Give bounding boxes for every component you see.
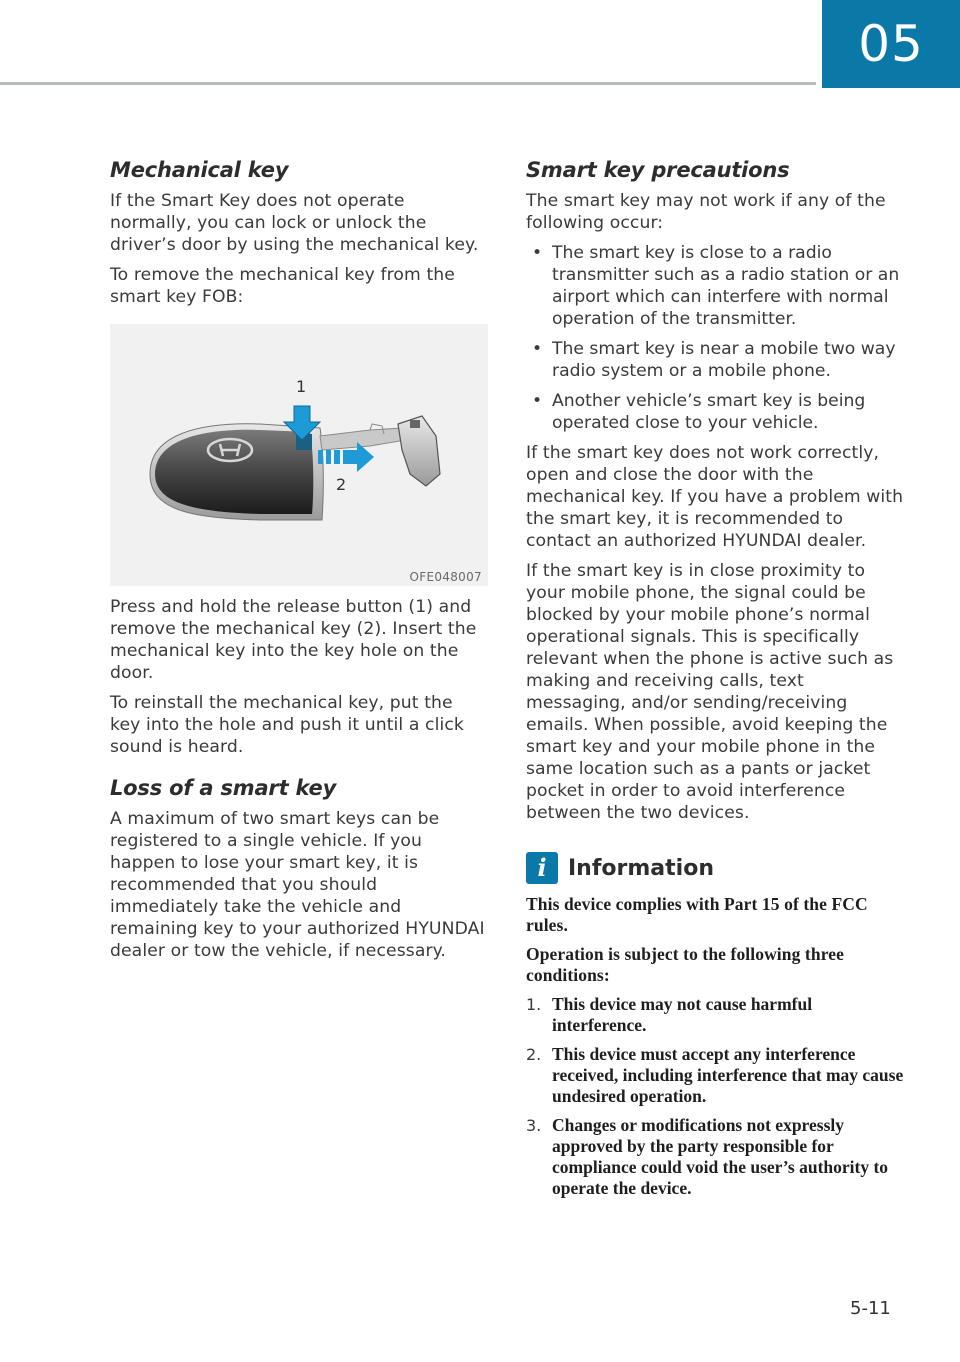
smart-key-figure — [110, 324, 488, 586]
list-item: • The smart key is near a mobile two way radio system or a mobile phone. — [532, 339, 896, 381]
right-column — [526, 158, 904, 1207]
paragraph: To reinstall the mechanical key, put the key into the hole and push it until a click sound is heard. — [110, 693, 464, 757]
header-rule — [0, 82, 816, 85]
chapter-tab: 05 — [822, 0, 960, 88]
information-icon: i — [526, 852, 558, 884]
list-item: 2. This device must accept any interference received, including interference that may cause undesired operation. — [526, 1044, 904, 1106]
list-item: • The smart key is close to a radio transmitter such as a radio station or an airport which can interfere with normal operation of the transmitter. — [532, 243, 900, 329]
list-item: 3. Changes or modifications not expressly approved by the party responsible for compliance could void the user’s authority to operate the device. — [526, 1115, 889, 1198]
section-title-smart-key-precautions: Smart key precautions — [526, 158, 790, 182]
paragraph: If the smart key is in close proximity to your mobile phone, the signal could be blocked by your mobile phone’s normal operational signals. This is specifically relevant when the phone is active such as making and receiving calls, text messaging, and/or sending/receiving emails. When possible, avoid keeping the smart key and your mobile phone in the same location such as a pants or jacket pocket in order to avoid interference between the two devices. — [526, 561, 894, 823]
left-column — [110, 158, 488, 970]
paragraph: The smart key may not work if any of the following occur: — [526, 191, 886, 233]
paragraph: Press and hold the release button (1) and remove the mechanical key (2). Insert the mechanical key into the key hole on the door. — [110, 597, 477, 683]
smart-key-illustration — [110, 324, 488, 586]
figure-code: OFE048007 — [409, 570, 482, 584]
section-title-mechanical-key: Mechanical key — [110, 158, 289, 182]
paragraph: To remove the mechanical key from the smart key FOB: — [110, 265, 455, 307]
page-number: 5-11 — [850, 1298, 891, 1319]
figure-label-2: 2 — [336, 475, 347, 494]
paragraph: If the smart key does not work correctly, open and close the door with the mechanical key. If you have a problem with the smart key, it is recommended to contact an authorized HYUNDAI dealer. — [526, 443, 904, 551]
info-paragraph: Operation is subject to the following three conditions: — [526, 944, 844, 985]
info-paragraph: This device complies with Part 15 of the FCC rules. — [526, 894, 868, 935]
figure-label-1: 1 — [296, 377, 307, 396]
list-item: 1. This device may not cause harmful interference. — [526, 994, 813, 1035]
list-item: • Another vehicle’s smart key is being operated close to your vehicle. — [532, 391, 866, 433]
conditions-list — [526, 994, 904, 1199]
information-header — [526, 852, 904, 884]
paragraph: A maximum of two smart keys can be registered to a single vehicle. If you happen to lose your smart key, it is recommended that you should immediately take the vehicle and remaining key to your authorized HYUNDAI dealer or tow the vehicle, if necessary. — [110, 809, 485, 961]
information-title: Information — [568, 855, 714, 881]
paragraph: If the Smart Key does not operate normally, you can lock or unlock the driver’s door by using the mechanical key. — [110, 191, 479, 255]
precaution-list — [526, 242, 904, 434]
section-title-loss-of-smart-key: Loss of a smart key — [110, 776, 337, 800]
